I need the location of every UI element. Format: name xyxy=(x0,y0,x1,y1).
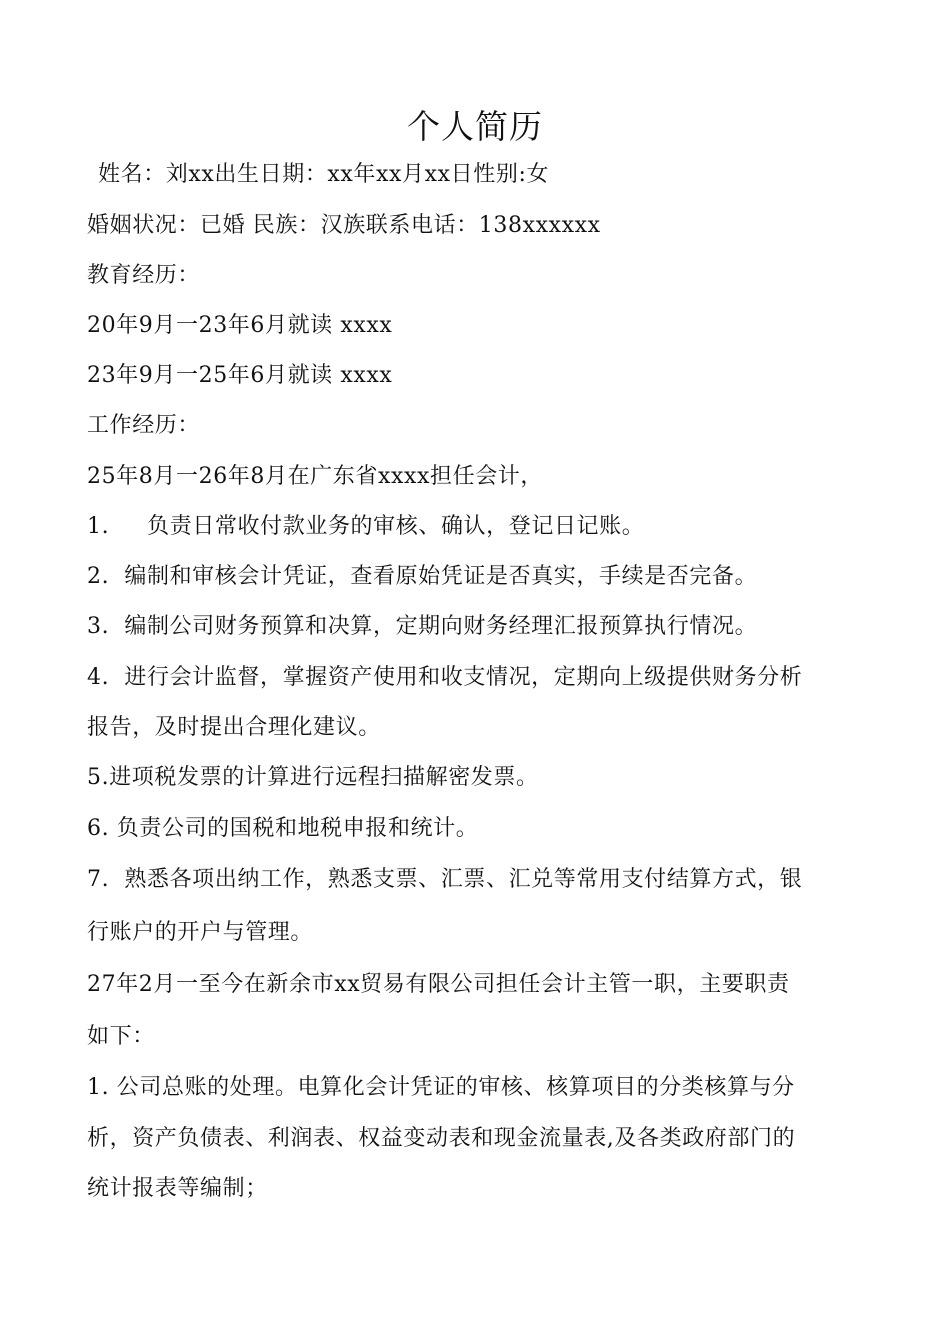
text-line-job2-duty-1-end: 统计报表等编制； xyxy=(87,1176,268,1201)
text-line-job2-duty-1: 1. 公司总账的处理。电算化会计凭证的审核、核算项目的分类核算与分 xyxy=(87,1075,795,1100)
text-line-duty-2: 2. 编制和审核会计凭证，查看原始凭证是否真实，手续是否完备。 xyxy=(87,564,758,589)
text-line-name-birth-gender: 姓名：刘xx出生日期：xx年xx月xx日性别:女 xyxy=(98,162,550,187)
text-line-job-2-cont: 如下： xyxy=(87,1024,155,1049)
text-line-duty-6: 6. 负责公司的国税和地税申报和统计。 xyxy=(87,816,479,841)
document-title: 个人简历 xyxy=(407,107,543,146)
text-line-duty-5: 5.进项税发票的计算进行远程扫描解密发票。 xyxy=(87,765,539,790)
text-line-duty-7: 7. 熟悉各项出纳工作，熟悉支票、汇票、汇兑等常用支付结算方式，银 xyxy=(87,867,803,892)
text-line-education-1: 20年9月一23年6月就读 xxxx xyxy=(87,313,393,338)
text-line-marital-ethnicity-phone: 婚姻状况：已婚 民族：汉族联系电话：138xxxxxx xyxy=(87,213,601,238)
text-line-duty-1: 1. 负责日常收付款业务的审核、确认，登记日记账。 xyxy=(87,514,645,539)
text-line-work-heading: 工作经历： xyxy=(87,413,201,438)
text-line-job2-duty-1-cont: 析，资产负债表、利润表、权益变动表和现金流量表,及各类政府部门的 xyxy=(87,1126,796,1151)
text-line-duty-4-cont: 报告，及时提出合理化建议。 xyxy=(87,715,381,740)
text-line-job-2: 27年2月一至今在新余市xx贸易有限公司担任会计主管一职，主要职责 xyxy=(87,972,790,997)
text-line-education-2: 23年9月一25年6月就读 xxxx xyxy=(87,363,393,388)
text-line-education-heading: 教育经历： xyxy=(87,263,201,288)
text-line-duty-7-cont: 行账户的开户与管理。 xyxy=(87,920,314,945)
text-line-duty-4: 4. 进行会计监督，掌握资产使用和收支情况，定期向上级提供财务分析 xyxy=(87,665,803,690)
text-line-job-1: 25年8月一26年8月在广东省xxxx担任会计， xyxy=(87,464,544,489)
text-line-duty-3: 3. 编制公司财务预算和决算，定期向财务经理汇报预算执行情况。 xyxy=(87,614,758,639)
